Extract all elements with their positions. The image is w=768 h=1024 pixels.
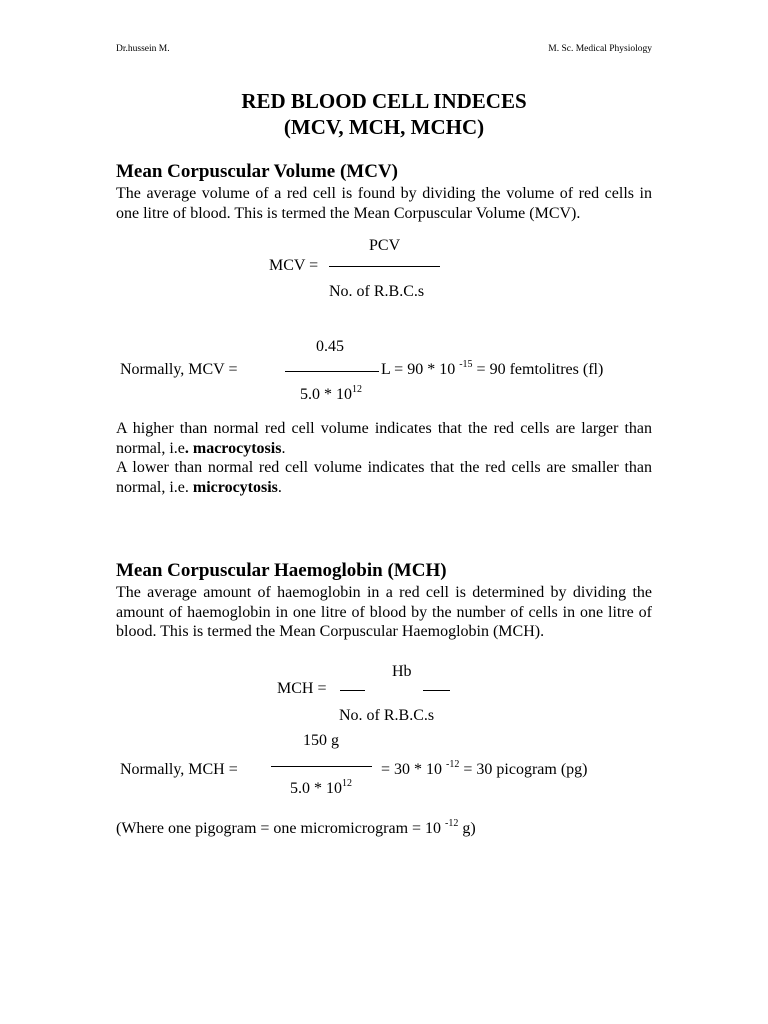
mch-formula-numerator: Hb	[392, 663, 412, 680]
picogram-note-exponent: -12	[445, 818, 459, 829]
mcv-normal-result	[381, 361, 603, 379]
mcv-result-text: = 90 femtolitres (fl)	[476, 361, 604, 378]
page-subtitle: (MCV, MCH, MCHC)	[283, 115, 485, 139]
mch-result-text: = 30 picogram (pg)	[463, 761, 588, 778]
mch-denominator-exponent: 12	[342, 778, 352, 789]
header-author: Dr.hussein M.	[116, 44, 170, 54]
mch-normal-lhs: Normally, MCH =	[120, 761, 238, 778]
mch-normal-result	[381, 761, 587, 779]
mcv-higher-end: .	[281, 439, 286, 457]
mcv-higher-paragraph	[116, 419, 652, 458]
mcv-normal-lhs: Normally, MCV =	[120, 361, 238, 378]
picogram-note	[116, 820, 476, 838]
mcv-formula-numerator: PCV	[369, 237, 401, 254]
mcv-intro-text: The average volume of a red cell is found by dividing the volume of red cells in one litre of blood. This is termed the Mean Corpuscular Volume (MCV).	[116, 185, 652, 222]
mcv-normal-fraction-bar	[285, 371, 379, 372]
mcv-formula-denominator: No. of R.B.C.s	[329, 283, 425, 300]
mch-fraction-bar-right	[423, 690, 450, 691]
page-title: RED BLOOD CELL INDECES	[241, 89, 527, 113]
mcv-result-exponent: -15	[459, 359, 473, 370]
mcv-interpretation	[116, 419, 652, 497]
mch-intro-text: The average amount of haemoglobin in a red cell is determined by dividing the amount of haemoglobin in one litre of blood by the number of cells in one litre of blood. This is termed the Mean Corpuscular Haemoglobin (MCH).	[116, 584, 652, 640]
mch-result-exponent: -12	[446, 759, 460, 770]
mch-heading: Mean Corpuscular Haemoglobin (MCH)	[116, 560, 447, 581]
microcytosis-term: microcytosis	[192, 478, 278, 496]
mch-formula-lhs: MCH =	[277, 680, 327, 697]
mch-normal-denominator	[290, 780, 352, 798]
mcv-normal-numerator: 0.45	[316, 338, 344, 355]
mcv-higher-text: A higher than normal red cell volume indicates that the red cells are larger than normal, i.e	[116, 420, 652, 457]
mch-result-base: = 30 * 10	[381, 761, 443, 778]
mcv-intro	[116, 184, 652, 223]
mch-formula-denominator: No. of R.B.C.s	[339, 707, 435, 724]
mch-normal-fraction-bar	[271, 766, 372, 767]
mcv-denominator-exponent: 12	[352, 384, 362, 395]
mcv-result-base: L = 90 * 10	[381, 361, 456, 378]
mcv-lower-text: A lower than normal red cell volume indicates that the red cells are smaller than normal, i.e.	[116, 459, 652, 496]
mcv-lower-end: .	[277, 478, 282, 496]
mcv-formula-lhs: MCV =	[269, 257, 319, 274]
header-course: M. Sc. Medical Physiology	[548, 44, 652, 54]
mch-denominator-base: 5.0 * 10	[290, 780, 342, 797]
mch-normal-numerator: 150 g	[303, 732, 339, 749]
mcv-denominator-base: 5.0 * 10	[300, 386, 352, 403]
picogram-note-text: (Where one pigogram = one micromicrogram = 10	[116, 820, 442, 837]
macrocytosis-term: . macrocytosis	[184, 439, 282, 457]
mch-fraction-bar-left	[340, 690, 365, 691]
mch-intro	[116, 583, 652, 642]
mcv-heading: Mean Corpuscular Volume (MCV)	[116, 161, 399, 182]
mcv-fraction-bar	[329, 266, 440, 267]
mcv-normal-denominator	[300, 386, 362, 404]
picogram-note-end: g)	[462, 820, 476, 837]
mcv-lower-paragraph	[116, 458, 652, 497]
